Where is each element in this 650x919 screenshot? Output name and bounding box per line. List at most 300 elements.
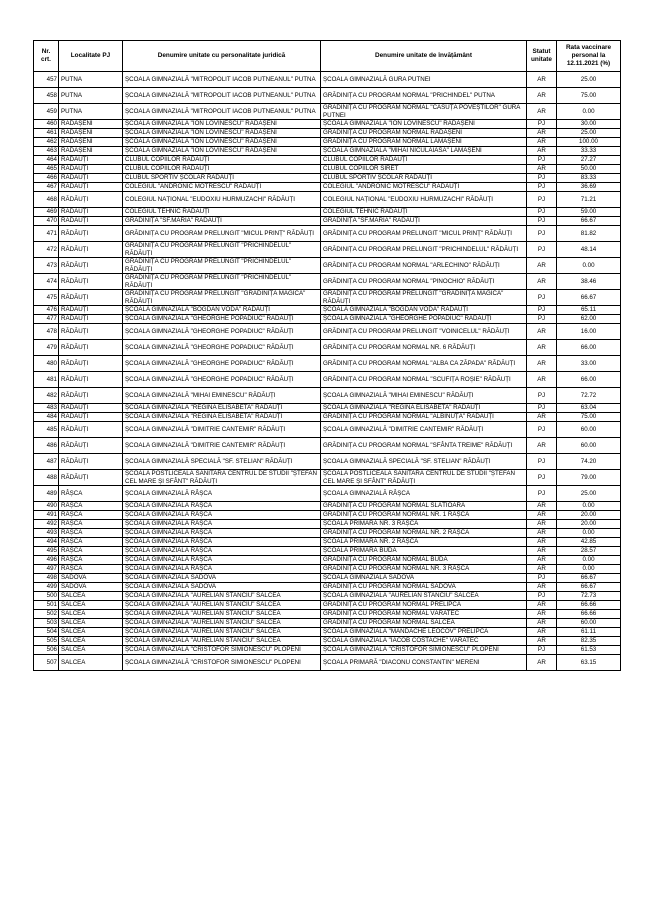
- cell-nr: 490: [34, 502, 59, 511]
- cell-unitate-invatamant: GRĂDINIȚA CU PROGRAM NORMAL SALCEA: [321, 619, 527, 628]
- cell-unitate-pj: ȘCOALA GIMNAZIALĂ RÂȘCA: [123, 547, 321, 556]
- table-row: [34, 511, 621, 520]
- cell-unitate-invatamant: GRĂDINIȚA CU PROGRAM NORMAL NR. 2 RÂȘCA: [321, 529, 527, 538]
- cell-rata: 60.00: [557, 619, 621, 628]
- cell-statut: AR: [527, 511, 557, 520]
- cell-nr: 485: [34, 422, 59, 438]
- cell-nr: 470: [34, 217, 59, 226]
- cell-localitate: RĂDĂUȚI: [59, 340, 123, 356]
- cell-statut: AR: [527, 88, 557, 104]
- cell-unitate-invatamant: GRĂDINIȚA CU PROGRAM NORMAL RĂDĂȘENI: [321, 129, 527, 138]
- cell-rata: 33.33: [557, 147, 621, 156]
- cell-localitate: RĂDĂUȚI: [59, 372, 123, 388]
- cell-rata: 20.00: [557, 511, 621, 520]
- cell-unitate-invatamant: GRĂDINIȚA CU PROGRAM NORMAL "SFÂNTA TREIME" RĂDĂUȚI: [321, 438, 527, 454]
- cell-rata: 33.00: [557, 356, 621, 372]
- table-row: [34, 565, 621, 574]
- cell-unitate-invatamant: GRĂDINIȚA CU PROGRAM PRELUNGIT "MICUL PRINȚ" RĂDĂUȚI: [321, 226, 527, 242]
- cell-unitate-invatamant: CLUBUL COPIILOR RĂDĂUȚI: [321, 156, 527, 165]
- cell-unitate-pj: ȘCOALA GIMNAZIALĂ SPECIALĂ "SF. STELIAN" RĂDĂUȚI: [123, 454, 321, 470]
- cell-unitate-invatamant: ȘCOALA GIMNAZIALĂ RÂȘCA: [321, 486, 527, 502]
- cell-nr: 471: [34, 226, 59, 242]
- cell-nr: 487: [34, 454, 59, 470]
- cell-nr: 481: [34, 372, 59, 388]
- cell-unitate-pj: ȘCOALA GIMNAZIALĂ "AURELIAN STANCIU" SALCEA: [123, 592, 321, 601]
- cell-statut: AR: [527, 258, 557, 274]
- cell-statut: PJ: [527, 156, 557, 165]
- cell-rata: 75.00: [557, 88, 621, 104]
- cell-statut: PJ: [527, 470, 557, 486]
- cell-nr: 486: [34, 438, 59, 454]
- cell-localitate: RĂDĂUȚI: [59, 242, 123, 258]
- cell-rata: 42.85: [557, 538, 621, 547]
- cell-localitate: RĂDĂUȚI: [59, 413, 123, 422]
- cell-statut: AR: [527, 72, 557, 88]
- cell-localitate: RÂȘCA: [59, 538, 123, 547]
- cell-rata: 72.72: [557, 388, 621, 404]
- cell-localitate: RĂDĂȘENI: [59, 147, 123, 156]
- cell-statut: PJ: [527, 422, 557, 438]
- cell-unitate-pj: ȘCOALA GIMNAZIALĂ RÂȘCA: [123, 529, 321, 538]
- cell-localitate: RĂDĂȘENI: [59, 129, 123, 138]
- cell-localitate: RĂDĂUȚI: [59, 217, 123, 226]
- cell-statut: AR: [527, 637, 557, 646]
- cell-rata: 62.00: [557, 315, 621, 324]
- cell-unitate-pj: ȘCOALA GIMNAZIALĂ "REGINA ELISABETA" RĂDĂUȚI: [123, 413, 321, 422]
- table-row: [34, 404, 621, 413]
- cell-unitate-invatamant: ȘCOALA PRIMARĂ "DIACONU CONSTANTIN" MERENI: [321, 655, 527, 671]
- cell-localitate: RĂDĂUȚI: [59, 470, 123, 486]
- cell-nr: 460: [34, 120, 59, 129]
- cell-nr: 482: [34, 388, 59, 404]
- cell-unitate-invatamant: GRĂDINIȚA CU PROGRAM NORMAL "ARLECHINO" RĂDĂUȚI: [321, 258, 527, 274]
- cell-rata: 25.00: [557, 72, 621, 88]
- cell-localitate: RĂDĂUȚI: [59, 422, 123, 438]
- cell-statut: AR: [527, 104, 557, 120]
- cell-localitate: RÂȘCA: [59, 486, 123, 502]
- cell-statut: PJ: [527, 486, 557, 502]
- cell-rata: 100.00: [557, 138, 621, 147]
- cell-localitate: RÂȘCA: [59, 520, 123, 529]
- cell-nr: 506: [34, 646, 59, 655]
- cell-unitate-pj: ȘCOALA GIMNAZIALĂ SADOVA: [123, 583, 321, 592]
- cell-rata: 25.00: [557, 486, 621, 502]
- cell-unitate-invatamant: ȘCOALA GIMNAZIALĂ "REGINA ELISABETA" RĂDĂUȚI: [321, 404, 527, 413]
- cell-localitate: SALCEA: [59, 601, 123, 610]
- cell-unitate-invatamant: ȘCOALA GIMNAZIALĂ SADOVA: [321, 574, 527, 583]
- header-localitate: Localitate PJ: [59, 41, 123, 72]
- cell-nr: 507: [34, 655, 59, 671]
- cell-unitate-pj: ȘCOALA GIMNAZIALĂ "GHEORGHE POPADIUC" RĂDĂUȚI: [123, 372, 321, 388]
- cell-rata: 63.04: [557, 404, 621, 413]
- cell-unitate-pj: ȘCOALA GIMNAZIALĂ "AURELIAN STANCIU" SALCEA: [123, 637, 321, 646]
- table-row: [34, 324, 621, 340]
- cell-statut: PJ: [527, 306, 557, 315]
- cell-nr: 500: [34, 592, 59, 601]
- cell-rata: 65.11: [557, 306, 621, 315]
- cell-statut: AR: [527, 655, 557, 671]
- cell-unitate-pj: ȘCOALA GIMNAZIALĂ RÂȘCA: [123, 486, 321, 502]
- cell-unitate-pj: ȘCOALA GIMNAZIALĂ "MITROPOLIT IACOB PUTNEANUL" PUTNA: [123, 72, 321, 88]
- cell-rata: 50.00: [557, 165, 621, 174]
- cell-unitate-invatamant: GRĂDINIȚA "SF.MARIA" RĂDĂUȚI: [321, 217, 527, 226]
- cell-rata: 25.00: [557, 129, 621, 138]
- cell-unitate-invatamant: GRĂDINIȚA CU PROGRAM NORMAL "SCUFIȚA ROȘIE" RĂDĂUȚI: [321, 372, 527, 388]
- table-row: [34, 208, 621, 217]
- cell-statut: PJ: [527, 183, 557, 192]
- cell-rata: 66.67: [557, 574, 621, 583]
- cell-localitate: SALCEA: [59, 628, 123, 637]
- table-row: [34, 226, 621, 242]
- cell-rata: 66.67: [557, 290, 621, 306]
- cell-statut: AR: [527, 138, 557, 147]
- cell-nr: 502: [34, 610, 59, 619]
- header-unitate-pj: Denumire unitate cu personalitate juridică: [123, 41, 321, 72]
- cell-localitate: RÂȘCA: [59, 511, 123, 520]
- cell-rata: 66.66: [557, 610, 621, 619]
- cell-unitate-invatamant: GRĂDINIȚA CU PROGRAM NORMAL "PRICHINDEL" PUTNA: [321, 88, 527, 104]
- cell-unitate-pj: ȘCOALA GIMNAZIALĂ "CRISTOFOR SIMIONESCU" PLOPENI: [123, 646, 321, 655]
- cell-localitate: RĂDĂUȚI: [59, 183, 123, 192]
- table-row: [34, 628, 621, 637]
- cell-unitate-pj: ȘCOALA GIMNAZIALĂ "CRISTOFOR SIMIONESCU" PLOPENI: [123, 655, 321, 671]
- table-row: [34, 547, 621, 556]
- cell-localitate: RĂDĂUȚI: [59, 192, 123, 208]
- cell-nr: 488: [34, 470, 59, 486]
- cell-unitate-invatamant: ȘCOALA GIMNAZIALĂ "MIHAI EMINESCU" RĂDĂUȚI: [321, 388, 527, 404]
- cell-unitate-invatamant: ȘCOALA GIMNAZIALĂ "GHEORGHE POPADIUC" RĂDĂUȚI: [321, 315, 527, 324]
- cell-unitate-pj: COLEGIUL NAȚIONAL "EUDOXIU HURMUZACHI" RĂDĂUȚI: [123, 192, 321, 208]
- cell-unitate-pj: GRĂDINIȚA CU PROGRAM PRELUNGIT "MICUL PRINȚ" RĂDĂUȚI: [123, 226, 321, 242]
- cell-localitate: RĂDĂȘENI: [59, 120, 123, 129]
- table-row: [34, 258, 621, 274]
- cell-unitate-invatamant: ȘCOALA GIMNAZIALĂ "BOGDAN VODĂ" RĂDĂUȚI: [321, 306, 527, 315]
- cell-rata: 66.00: [557, 340, 621, 356]
- cell-unitate-invatamant: ȘCOALA GIMNAZIALĂ "AURELIAN STANCIU" SALCEA: [321, 592, 527, 601]
- cell-unitate-pj: ȘCOALA GIMNAZIALĂ "ION LOVINESCU" RĂDĂȘENI: [123, 129, 321, 138]
- cell-statut: AR: [527, 529, 557, 538]
- cell-unitate-pj: ȘCOALA GIMNAZIALĂ "DIMITRIE CANTEMIR" RĂDĂUȚI: [123, 438, 321, 454]
- cell-nr: 458: [34, 88, 59, 104]
- cell-localitate: RĂDĂUȚI: [59, 388, 123, 404]
- cell-statut: PJ: [527, 454, 557, 470]
- table-row: [34, 502, 621, 511]
- cell-unitate-pj: ȘCOALA GIMNAZIALĂ "AURELIAN STANCIU" SALCEA: [123, 601, 321, 610]
- cell-rata: 66.67: [557, 217, 621, 226]
- cell-rata: 82.35: [557, 637, 621, 646]
- cell-statut: AR: [527, 565, 557, 574]
- cell-unitate-pj: COLEGIUL "ANDRONIC MOTRESCU" RĂDĂUȚI: [123, 183, 321, 192]
- cell-localitate: SALCEA: [59, 655, 123, 671]
- cell-nr: 476: [34, 306, 59, 315]
- cell-unitate-pj: ȘCOALA GIMNAZIALĂ "AURELIAN STANCIU" SALCEA: [123, 628, 321, 637]
- table-row: [34, 610, 621, 619]
- cell-statut: AR: [527, 601, 557, 610]
- cell-unitate-invatamant: ȘCOALA GIMNAZIALĂ "ION LOVINESCU" RĂDĂȘENI: [321, 120, 527, 129]
- cell-nr: 479: [34, 340, 59, 356]
- cell-nr: 465: [34, 165, 59, 174]
- cell-localitate: RĂDĂUȚI: [59, 174, 123, 183]
- cell-unitate-pj: ȘCOALA GIMNAZIALĂ "MIHAI EMINESCU" RĂDĂUȚI: [123, 388, 321, 404]
- cell-nr: 461: [34, 129, 59, 138]
- cell-localitate: RĂDĂUȚI: [59, 258, 123, 274]
- cell-statut: PJ: [527, 315, 557, 324]
- cell-localitate: RĂDĂUȚI: [59, 315, 123, 324]
- cell-nr: 480: [34, 356, 59, 372]
- cell-statut: PJ: [527, 574, 557, 583]
- cell-localitate: SALCEA: [59, 619, 123, 628]
- cell-statut: AR: [527, 413, 557, 422]
- cell-statut: AR: [527, 129, 557, 138]
- table-row: [34, 306, 621, 315]
- cell-nr: 472: [34, 242, 59, 258]
- cell-statut: AR: [527, 547, 557, 556]
- cell-unitate-invatamant: COLEGIUL "ANDRONIC MOTRESCU" RĂDĂUȚI: [321, 183, 527, 192]
- table-row: [34, 592, 621, 601]
- cell-unitate-invatamant: GRĂDINIȚA CU PROGRAM NORMAL LĂMĂȘENI: [321, 138, 527, 147]
- cell-localitate: PUTNA: [59, 72, 123, 88]
- cell-localitate: RÂȘCA: [59, 529, 123, 538]
- cell-statut: AR: [527, 583, 557, 592]
- cell-rata: 28.57: [557, 547, 621, 556]
- cell-localitate: RĂDĂUȚI: [59, 324, 123, 340]
- cell-rata: 20.00: [557, 520, 621, 529]
- cell-localitate: RĂDĂUȚI: [59, 156, 123, 165]
- cell-statut: AR: [527, 438, 557, 454]
- cell-nr: 474: [34, 274, 59, 290]
- cell-nr: 499: [34, 583, 59, 592]
- cell-unitate-pj: GRĂDINIȚA CU PROGRAM PRELUNGIT "PRICHINDELUL" RĂDĂUȚI: [123, 242, 321, 258]
- cell-unitate-pj: ȘCOALA GIMNAZIALĂ RÂȘCA: [123, 511, 321, 520]
- cell-rata: 0.00: [557, 502, 621, 511]
- cell-unitate-invatamant: GRĂDINIȚA CU PROGRAM NORMAL NR. 6 RĂDĂUȚI: [321, 340, 527, 356]
- cell-statut: PJ: [527, 592, 557, 601]
- cell-unitate-invatamant: GRĂDINIȚA CU PROGRAM PRELUNGIT "GRĂDINIȚA MAGICĂ" RĂDĂUȚI: [321, 290, 527, 306]
- cell-rata: 75.00: [557, 413, 621, 422]
- table-row: [34, 372, 621, 388]
- cell-nr: 493: [34, 529, 59, 538]
- cell-nr: 469: [34, 208, 59, 217]
- cell-localitate: RÂȘCA: [59, 556, 123, 565]
- cell-localitate: RÂȘCA: [59, 547, 123, 556]
- cell-unitate-pj: ȘCOALA GIMNAZIALĂ "ION LOVINESCU" RĂDĂȘENI: [123, 120, 321, 129]
- table-row: [34, 88, 621, 104]
- cell-unitate-invatamant: GRĂDINIȚA CU PROGRAM NORMAL "ALBA CA ZĂPADA" RĂDĂUȚI: [321, 356, 527, 372]
- cell-unitate-invatamant: GRĂDINIȚA CU PROGRAM NORMAL NR. 3 RÂȘCA: [321, 565, 527, 574]
- cell-statut: AR: [527, 165, 557, 174]
- cell-nr: 492: [34, 520, 59, 529]
- table-row: [34, 147, 621, 156]
- table-row: [34, 242, 621, 258]
- cell-nr: 489: [34, 486, 59, 502]
- table-row: [34, 583, 621, 592]
- cell-unitate-invatamant: ȘCOALA GIMNAZIALĂ "CRISTOFOR SIMIONESCU" PLOPENI: [321, 646, 527, 655]
- cell-nr: 501: [34, 601, 59, 610]
- table-row: [34, 655, 621, 671]
- cell-unitate-pj: ȘCOALA POSTLICEALĂ SANITARĂ CENTRUL DE STUDII "ȘTEFAN CEL MARE ȘI SFÂNT" RĂDĂUȚI: [123, 470, 321, 486]
- cell-nr: 466: [34, 174, 59, 183]
- cell-localitate: PUTNA: [59, 88, 123, 104]
- cell-localitate: RĂDĂUȚI: [59, 274, 123, 290]
- header-rata: Rata vaccinare personal la 12.11.2021 (%): [557, 41, 621, 72]
- table-row: [34, 422, 621, 438]
- cell-localitate: RÂȘCA: [59, 502, 123, 511]
- cell-statut: AR: [527, 372, 557, 388]
- cell-unitate-invatamant: GRĂDINIȚA CU PROGRAM NORMAL "ALBINUȚA" RĂDĂUȚI: [321, 413, 527, 422]
- cell-unitate-pj: ȘCOALA GIMNAZIALĂ "MITROPOLIT IACOB PUTNEANUL" PUTNA: [123, 104, 321, 120]
- cell-statut: PJ: [527, 242, 557, 258]
- cell-rata: 0.00: [557, 556, 621, 565]
- cell-unitate-pj: ȘCOALA GIMNAZIALĂ "GHEORGHE POPADIUC" RĂDĂUȚI: [123, 324, 321, 340]
- cell-unitate-pj: CLUBUL COPIILOR RĂDĂUȚI: [123, 165, 321, 174]
- cell-statut: AR: [527, 147, 557, 156]
- cell-localitate: PUTNA: [59, 104, 123, 120]
- cell-rata: 0.00: [557, 104, 621, 120]
- cell-nr: 467: [34, 183, 59, 192]
- cell-unitate-invatamant: COLEGIUL NAȚIONAL "EUDOXIU HURMUZACHI" RĂDĂUȚI: [321, 192, 527, 208]
- cell-localitate: SALCEA: [59, 610, 123, 619]
- cell-localitate: RĂDĂȘENI: [59, 138, 123, 147]
- cell-unitate-invatamant: GRĂDINIȚA CU PROGRAM NORMAL SLĂTIOARA: [321, 502, 527, 511]
- cell-nr: 505: [34, 637, 59, 646]
- cell-rata: 36.69: [557, 183, 621, 192]
- table-row: [34, 601, 621, 610]
- table-row: [34, 520, 621, 529]
- cell-nr: 459: [34, 104, 59, 120]
- cell-statut: AR: [527, 619, 557, 628]
- table-row: [34, 156, 621, 165]
- cell-nr: 468: [34, 192, 59, 208]
- cell-unitate-invatamant: ȘCOALA POSTLICEALĂ SANITARĂ CENTRUL DE STUDII "ȘTEFAN CEL MARE ȘI SFÂNT" RĂDĂUȚI: [321, 470, 527, 486]
- cell-unitate-invatamant: ȘCOALA GIMNAZIALĂ GURA PUTNEI: [321, 72, 527, 88]
- cell-unitate-pj: ȘCOALA GIMNAZIALĂ "ION LOVINESCU" RĂDĂȘENI: [123, 138, 321, 147]
- cell-unitate-pj: ȘCOALA GIMNAZIALĂ "GHEORGHE POPADIUC" RĂDĂUȚI: [123, 356, 321, 372]
- cell-statut: AR: [527, 556, 557, 565]
- cell-statut: AR: [527, 356, 557, 372]
- cell-localitate: SADOVA: [59, 583, 123, 592]
- table-row: [34, 637, 621, 646]
- cell-localitate: RĂDĂUȚI: [59, 290, 123, 306]
- cell-statut: AR: [527, 324, 557, 340]
- cell-nr: 494: [34, 538, 59, 547]
- cell-rata: 72.73: [557, 592, 621, 601]
- cell-nr: 477: [34, 315, 59, 324]
- cell-statut: AR: [527, 538, 557, 547]
- cell-statut: AR: [527, 628, 557, 637]
- cell-nr: 478: [34, 324, 59, 340]
- header-row: [34, 41, 621, 72]
- cell-rata: 61.53: [557, 646, 621, 655]
- cell-unitate-pj: ȘCOALA GIMNAZIALĂ RÂȘCA: [123, 520, 321, 529]
- cell-localitate: SALCEA: [59, 646, 123, 655]
- cell-rata: 66.00: [557, 372, 621, 388]
- cell-localitate: RĂDĂUȚI: [59, 454, 123, 470]
- table-row: [34, 413, 621, 422]
- cell-statut: PJ: [527, 192, 557, 208]
- cell-nr: 464: [34, 156, 59, 165]
- cell-rata: 66.67: [557, 583, 621, 592]
- table-row: [34, 556, 621, 565]
- cell-unitate-pj: ȘCOALA GIMNAZIALĂ "REGINA ELISABETA" RĂDĂUȚI: [123, 404, 321, 413]
- cell-statut: PJ: [527, 646, 557, 655]
- table-row: [34, 290, 621, 306]
- cell-statut: AR: [527, 520, 557, 529]
- table-row: [34, 340, 621, 356]
- table-row: [34, 165, 621, 174]
- cell-rata: 79.00: [557, 470, 621, 486]
- cell-localitate: RĂDĂUȚI: [59, 208, 123, 217]
- table-row: [34, 438, 621, 454]
- table-row: [34, 529, 621, 538]
- cell-statut: PJ: [527, 208, 557, 217]
- cell-rata: 83.33: [557, 174, 621, 183]
- table-row: [34, 274, 621, 290]
- cell-localitate: RĂDĂUȚI: [59, 404, 123, 413]
- cell-unitate-pj: GRĂDINIȚA CU PROGRAM PRELUNGIT "PRICHINDELUL" RĂDĂUȚI: [123, 258, 321, 274]
- table-row: [34, 174, 621, 183]
- cell-rata: 61.11: [557, 628, 621, 637]
- cell-rata: 60.00: [557, 422, 621, 438]
- header-unitate-invatamant: Denumire unitate de învățământ: [321, 41, 527, 72]
- cell-unitate-invatamant: ȘCOALA PRIMARĂ NR. 2 RÂȘCA: [321, 538, 527, 547]
- cell-unitate-invatamant: GRĂDINIȚA CU PROGRAM NORMAL "CĂSUȚA POVEȘTILOR" GURA PUTNEI: [321, 104, 527, 120]
- cell-nr: 491: [34, 511, 59, 520]
- cell-statut: AR: [527, 502, 557, 511]
- cell-nr: 475: [34, 290, 59, 306]
- table-row: [34, 356, 621, 372]
- table-row: [34, 454, 621, 470]
- cell-unitate-invatamant: ȘCOALA GIMNAZIALĂ "MANDACHE LEOCOV" PRELIPCA: [321, 628, 527, 637]
- cell-statut: AR: [527, 610, 557, 619]
- cell-nr: 463: [34, 147, 59, 156]
- cell-rata: 27.27: [557, 156, 621, 165]
- table-row: [34, 486, 621, 502]
- cell-unitate-pj: ȘCOALA GIMNAZIALĂ "AURELIAN STANCIU" SALCEA: [123, 619, 321, 628]
- table-row: [34, 646, 621, 655]
- header-statut: Statut unitate: [527, 41, 557, 72]
- table-row: [34, 72, 621, 88]
- cell-unitate-pj: ȘCOALA GIMNAZIALĂ SADOVA: [123, 574, 321, 583]
- cell-unitate-pj: ȘCOALA GIMNAZIALĂ RÂȘCA: [123, 556, 321, 565]
- table-row: [34, 315, 621, 324]
- cell-rata: 81.82: [557, 226, 621, 242]
- cell-unitate-pj: COLEGIUL TEHNIC RĂDĂUȚI: [123, 208, 321, 217]
- cell-unitate-invatamant: ȘCOALA GIMNAZIALĂ "IACOB COSTACHE" VĂRATEC: [321, 637, 527, 646]
- cell-unitate-invatamant: GRĂDINIȚA CU PROGRAM NORMAL VĂRATEC: [321, 610, 527, 619]
- cell-unitate-pj: ȘCOALA GIMNAZIALĂ "AURELIAN STANCIU" SALCEA: [123, 610, 321, 619]
- cell-statut: PJ: [527, 226, 557, 242]
- cell-unitate-invatamant: COLEGIUL TEHNIC RĂDĂUȚI: [321, 208, 527, 217]
- cell-unitate-pj: CLUBUL SPORTIV ȘCOLAR RĂDĂUȚI: [123, 174, 321, 183]
- cell-unitate-invatamant: GRĂDINIȚA CU PROGRAM NORMAL PRELIPCA: [321, 601, 527, 610]
- cell-statut: PJ: [527, 120, 557, 129]
- cell-rata: 0.00: [557, 565, 621, 574]
- cell-unitate-invatamant: GRĂDINIȚA CU PROGRAM PRELUNGIT "VOINICELUL" RĂDĂUȚI: [321, 324, 527, 340]
- cell-rata: 30.00: [557, 120, 621, 129]
- cell-localitate: SALCEA: [59, 637, 123, 646]
- cell-nr: 457: [34, 72, 59, 88]
- cell-nr: 462: [34, 138, 59, 147]
- cell-nr: 504: [34, 628, 59, 637]
- cell-nr: 483: [34, 404, 59, 413]
- cell-unitate-pj: GRĂDINIȚA "SF.MARIA" RĂDĂUȚI: [123, 217, 321, 226]
- cell-rata: 66.66: [557, 601, 621, 610]
- cell-localitate: SADOVA: [59, 574, 123, 583]
- cell-rata: 74.20: [557, 454, 621, 470]
- cell-localitate: RĂDĂUȚI: [59, 356, 123, 372]
- cell-rata: 0.00: [557, 258, 621, 274]
- table-row: [34, 470, 621, 486]
